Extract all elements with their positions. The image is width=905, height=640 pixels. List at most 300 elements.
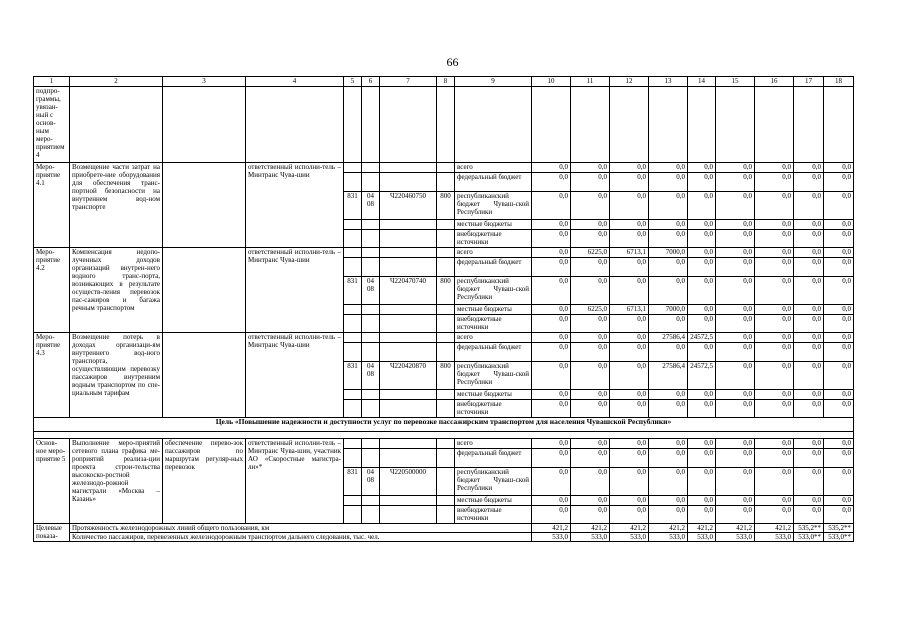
financing-row <box>34 163 854 173</box>
column-number: 17 <box>794 77 824 87</box>
indicator-value: 421,2 <box>688 524 716 533</box>
amount-cell: 0,0 <box>649 390 688 400</box>
amount-cell: 0,0 <box>649 315 688 333</box>
empty-code-cell <box>344 506 362 524</box>
column-number: 9 <box>455 77 532 87</box>
amount-cell: 0,0 <box>610 220 649 230</box>
empty-code-cell <box>437 390 455 400</box>
amount-cell: 0,0 <box>824 277 854 305</box>
amount-cell: 0,0 <box>716 439 755 449</box>
event-name: Выполнение меро-приятий сетевого плана графика ме-роприятий реализа-ции проекта строи-тельства высокоско-ростной железнодо-рожной магистрали «Москва – Казань» <box>70 439 163 524</box>
target-article-code: Ч220500000 <box>380 468 437 496</box>
amount-cell: 0,0 <box>755 220 794 230</box>
column-number: 8 <box>437 77 455 87</box>
empty-code-cell <box>437 496 455 506</box>
empty-code-cell <box>344 173 362 192</box>
financing-source: федеральный бюджет <box>455 258 532 277</box>
amount-cell: 0,0 <box>649 220 688 230</box>
indicator-value: 533,0** <box>824 533 854 542</box>
financing-source: внебюджетные источники <box>455 315 532 333</box>
amount-cell: 0,0 <box>571 220 610 230</box>
section-code: 04 08 <box>362 192 380 220</box>
amount-cell: 0,0 <box>824 468 854 496</box>
amount-cell: 0,0 <box>571 400 610 418</box>
amount-cell: 0,0 <box>649 163 688 173</box>
empty-code-cell <box>437 449 455 468</box>
amount-cell: 0,0 <box>532 192 571 220</box>
column-number: 3 <box>163 77 246 87</box>
amount-cell: 0,0 <box>824 192 854 220</box>
empty-code-cell <box>380 496 437 506</box>
empty-code-cell <box>380 230 437 248</box>
empty-code-cell <box>344 400 362 418</box>
amount-cell: 0,0 <box>794 343 824 362</box>
empty-code-cell <box>437 220 455 230</box>
amount-cell: 0,0 <box>755 390 794 400</box>
grbs-code: 831 <box>344 277 362 305</box>
amount-cell: 0,0 <box>755 362 794 390</box>
financing-source: внебюджетные источники <box>455 400 532 418</box>
amount-cell: 0,0 <box>794 496 824 506</box>
amount-cell: 0,0 <box>532 277 571 305</box>
amount-cell: 0,0 <box>532 315 571 333</box>
amount-cell: 0,0 <box>794 248 824 258</box>
indicator-value: 421,2 <box>755 524 794 533</box>
amount-cell: 0,0 <box>755 248 794 258</box>
amount-cell: 0,0 <box>610 258 649 277</box>
expense-type-code: 800 <box>437 362 455 390</box>
empty-code-cell <box>380 305 437 315</box>
empty-code-cell <box>362 258 380 277</box>
amount-cell: 0,0 <box>794 192 824 220</box>
amount-cell: 0,0 <box>532 400 571 418</box>
event-name: Компенсация недопо-лученных доходов организаций внутрен-него водного транс-порта, возникающих в результате осуществ-ления перевозок пас-сажиров и багажа речным транспортом <box>70 248 163 333</box>
event-executor: ответственный исполни-тель – Минтранс Чува-шии <box>246 163 344 248</box>
amount-cell: 0,0 <box>649 277 688 305</box>
empty-code-cell <box>437 163 455 173</box>
amount-cell: 0,0 <box>755 333 794 343</box>
amount-cell: 0,0 <box>649 439 688 449</box>
empty-code-cell <box>437 343 455 362</box>
column-number: 15 <box>716 77 755 87</box>
amount-cell: 0,0 <box>824 230 854 248</box>
empty-code-cell <box>380 163 437 173</box>
goal-title: Цель «Повышение надежности и доступности услуг по перевозке пассажирским транспортом для населения Чувашской Республики» <box>34 418 854 432</box>
event-name: Возмещение потерь в доходах организаци-ям внутреннего вод-ного транспорта, осуществляющим перевозку пассажиров внутренним водным транспортом по спе-циальным тарифам <box>70 333 163 418</box>
column-number: 2 <box>70 77 163 87</box>
amount-cell: 0,0 <box>610 449 649 468</box>
target-indicator-row <box>34 524 854 533</box>
amount-cell: 0,0 <box>571 277 610 305</box>
amount-cell: 0,0 <box>649 192 688 220</box>
amount-cell: 0,0 <box>824 496 854 506</box>
amount-cell: 0,0 <box>716 506 755 524</box>
column-number: 7 <box>380 77 437 87</box>
amount-cell: 0,0 <box>532 230 571 248</box>
amount-cell: 0,0 <box>716 333 755 343</box>
amount-cell: 0,0 <box>571 449 610 468</box>
indicator-value: 533,0 <box>688 533 716 542</box>
amount-cell: 0,0 <box>532 390 571 400</box>
empty-code-cell <box>362 163 380 173</box>
targets-label: Целевые показа- <box>34 524 70 542</box>
amount-cell: 0,0 <box>824 248 854 258</box>
amount-cell: 0,0 <box>610 173 649 192</box>
indicator-value: 535,2** <box>794 524 824 533</box>
amount-cell: 0,0 <box>649 449 688 468</box>
amount-cell: 0,0 <box>824 173 854 192</box>
amount-cell: 0,0 <box>794 163 824 173</box>
amount-cell: 0,0 <box>716 343 755 362</box>
amount-cell: 0,0 <box>688 230 716 248</box>
amount-cell: 0,0 <box>755 315 794 333</box>
amount-cell: 24572,5 <box>688 333 716 343</box>
amount-cell: 0,0 <box>610 439 649 449</box>
column-number: 14 <box>688 77 716 87</box>
empty-code-cell <box>362 333 380 343</box>
amount-cell: 7000,0 <box>649 248 688 258</box>
amount-cell: 0,0 <box>649 468 688 496</box>
amount-cell: 0,0 <box>532 343 571 362</box>
column-number: 13 <box>649 77 688 87</box>
amount-cell: 0,0 <box>688 258 716 277</box>
amount-cell: 0,0 <box>688 305 716 315</box>
amount-cell: 0,0 <box>794 315 824 333</box>
financing-source: федеральный бюджет <box>455 449 532 468</box>
amount-cell: 0,0 <box>716 230 755 248</box>
amount-cell: 0,0 <box>532 173 571 192</box>
amount-cell: 0,0 <box>824 220 854 230</box>
empty-code-cell <box>344 163 362 173</box>
financing-source: федеральный бюджет <box>455 343 532 362</box>
amount-cell: 0,0 <box>824 449 854 468</box>
amount-cell: 0,0 <box>794 173 824 192</box>
empty-code-cell <box>362 343 380 362</box>
amount-cell: 0,0 <box>571 315 610 333</box>
amount-cell: 0,0 <box>571 468 610 496</box>
amount-cell: 0,0 <box>649 400 688 418</box>
financing-source: всего <box>455 163 532 173</box>
amount-cell: 0,0 <box>794 439 824 449</box>
empty-code-cell <box>380 390 437 400</box>
empty-code-cell <box>362 220 380 230</box>
amount-cell: 0,0 <box>755 400 794 418</box>
amount-cell: 0,0 <box>794 258 824 277</box>
empty-code-cell <box>380 248 437 258</box>
empty-code-cell <box>380 173 437 192</box>
amount-cell: 0,0 <box>688 449 716 468</box>
column-number: 1 <box>34 77 70 87</box>
amount-cell: 0,0 <box>688 400 716 418</box>
amount-cell: 0,0 <box>716 449 755 468</box>
amount-cell: 0,0 <box>755 258 794 277</box>
indicator-value: 421,2 <box>532 524 571 533</box>
amount-cell: 0,0 <box>532 362 571 390</box>
amount-cell: 0,0 <box>716 277 755 305</box>
financing-source: местные бюджеты <box>455 496 532 506</box>
column-number: 18 <box>824 77 854 87</box>
empty-code-cell <box>344 449 362 468</box>
empty-code-cell <box>380 333 437 343</box>
amount-cell: 0,0 <box>794 220 824 230</box>
empty-code-cell <box>362 173 380 192</box>
amount-cell: 7000,0 <box>649 305 688 315</box>
empty-code-cell <box>344 248 362 258</box>
event-result <box>163 163 246 248</box>
financing-source: республиканский бюджет Чуваш-ской Республики <box>455 362 532 390</box>
financing-source: республиканский бюджет Чуваш-ской Республики <box>455 468 532 496</box>
empty-code-cell <box>437 173 455 192</box>
amount-cell: 0,0 <box>649 506 688 524</box>
indicator-value: 533,0 <box>571 533 610 542</box>
empty-code-cell <box>362 315 380 333</box>
amount-cell: 0,0 <box>649 343 688 362</box>
amount-cell: 0,0 <box>571 390 610 400</box>
amount-cell: 0,0 <box>824 400 854 418</box>
amount-cell: 0,0 <box>716 362 755 390</box>
amount-cell: 0,0 <box>794 449 824 468</box>
amount-cell: 0,0 <box>688 439 716 449</box>
financing-source: местные бюджеты <box>455 220 532 230</box>
financing-source: всего <box>455 439 532 449</box>
amount-cell: 27586,4 <box>649 362 688 390</box>
amount-cell: 6713,1 <box>610 248 649 258</box>
amount-cell: 0,0 <box>571 343 610 362</box>
event-label: Основ-ное меро-приятие 5 <box>34 439 70 524</box>
amount-cell: 0,0 <box>716 258 755 277</box>
amount-cell: 0,0 <box>824 333 854 343</box>
amount-cell: 0,0 <box>688 343 716 362</box>
empty-code-cell <box>437 400 455 418</box>
amount-cell: 24572,5 <box>688 362 716 390</box>
financing-source: федеральный бюджет <box>455 173 532 192</box>
amount-cell: 0,0 <box>716 390 755 400</box>
event-result <box>163 248 246 333</box>
amount-cell: 0,0 <box>794 468 824 496</box>
amount-cell: 0,0 <box>610 315 649 333</box>
empty-code-cell <box>437 305 455 315</box>
amount-cell: 0,0 <box>649 173 688 192</box>
indicator-value: 533,0 <box>716 533 755 542</box>
amount-cell: 0,0 <box>610 230 649 248</box>
amount-cell: 0,0 <box>571 192 610 220</box>
financing-source: всего <box>455 333 532 343</box>
amount-cell: 0,0 <box>649 258 688 277</box>
column-number: 5 <box>344 77 362 87</box>
amount-cell: 0,0 <box>532 220 571 230</box>
target-article-code: Ч220470740 <box>380 277 437 305</box>
indicator-value: 533,0 <box>649 533 688 542</box>
amount-cell: 0,0 <box>716 305 755 315</box>
column-number: 4 <box>246 77 344 87</box>
empty-code-cell <box>437 230 455 248</box>
amount-cell: 6225,0 <box>571 248 610 258</box>
amount-cell: 0,0 <box>532 506 571 524</box>
amount-cell: 0,0 <box>571 506 610 524</box>
amount-cell: 0,0 <box>755 230 794 248</box>
amount-cell: 0,0 <box>571 173 610 192</box>
empty-code-cell <box>344 333 362 343</box>
amount-cell: 0,0 <box>571 362 610 390</box>
column-number: 16 <box>755 77 794 87</box>
amount-cell: 0,0 <box>794 230 824 248</box>
amount-cell: 0,0 <box>755 173 794 192</box>
empty-code-cell <box>344 496 362 506</box>
target-article-code: Ч220460750 <box>380 192 437 220</box>
amount-cell: 0,0 <box>610 277 649 305</box>
amount-cell: 0,0 <box>755 496 794 506</box>
amount-cell: 0,0 <box>688 163 716 173</box>
amount-cell: 0,0 <box>649 230 688 248</box>
amount-cell: 0,0 <box>649 496 688 506</box>
amount-cell: 0,0 <box>824 258 854 277</box>
empty-code-cell <box>437 315 455 333</box>
financing-source: внебюджетные источники <box>455 506 532 524</box>
amount-cell: 0,0 <box>794 400 824 418</box>
empty-code-cell <box>380 220 437 230</box>
amount-cell: 0,0 <box>571 496 610 506</box>
empty-code-cell <box>380 343 437 362</box>
indicator-name: Количество пассажиров, перевезенных железнодорожным транспортом дальнего следования, тыс. чел. <box>70 533 532 542</box>
amount-cell: 6225,0 <box>571 305 610 315</box>
section-code: 04 08 <box>362 468 380 496</box>
amount-cell: 0,0 <box>610 343 649 362</box>
continuation-label: подпро-граммы, увязан-ный с основ-ным меро-приятием 4 <box>34 87 70 163</box>
indicator-value: 535,2** <box>824 524 854 533</box>
empty-code-cell <box>362 390 380 400</box>
empty-code-cell <box>344 220 362 230</box>
empty-code-cell <box>344 390 362 400</box>
amount-cell: 0,0 <box>824 390 854 400</box>
empty-code-cell <box>362 449 380 468</box>
empty-code-cell <box>437 439 455 449</box>
empty-code-cell <box>380 315 437 333</box>
continuation-row <box>34 87 854 163</box>
column-number: 12 <box>610 77 649 87</box>
indicator-value: 421,2 <box>571 524 610 533</box>
event-label: Меро-приятие 4.3 <box>34 333 70 418</box>
amount-cell: 0,0 <box>824 315 854 333</box>
amount-cell: 0,0 <box>571 333 610 343</box>
amount-cell: 0,0 <box>688 192 716 220</box>
amount-cell: 0,0 <box>755 449 794 468</box>
amount-cell: 6713,1 <box>610 305 649 315</box>
empty-code-cell <box>437 333 455 343</box>
financing-row <box>34 439 854 449</box>
amount-cell: 0,0 <box>532 449 571 468</box>
expense-type-code: 800 <box>437 192 455 220</box>
amount-cell: 0,0 <box>532 468 571 496</box>
amount-cell: 0,0 <box>716 220 755 230</box>
amount-cell: 0,0 <box>794 277 824 305</box>
amount-cell: 0,0 <box>755 439 794 449</box>
amount-cell: 0,0 <box>610 333 649 343</box>
amount-cell: 0,0 <box>755 305 794 315</box>
amount-cell: 0,0 <box>716 496 755 506</box>
amount-cell: 0,0 <box>688 390 716 400</box>
amount-cell: 0,0 <box>794 305 824 315</box>
amount-cell: 0,0 <box>794 362 824 390</box>
amount-cell: 0,0 <box>571 230 610 248</box>
amount-cell: 27586,4 <box>649 333 688 343</box>
amount-cell: 0,0 <box>688 173 716 192</box>
indicator-name: Протяженность железнодорожных линий общего пользования, км <box>70 524 532 533</box>
grbs-code: 831 <box>344 192 362 220</box>
amount-cell: 0,0 <box>755 163 794 173</box>
amount-cell: 0,0 <box>755 506 794 524</box>
financing-source: внебюджетные источники <box>455 230 532 248</box>
event-label: Меро-приятие 4.2 <box>34 248 70 333</box>
financing-row <box>34 333 854 343</box>
target-indicator-row <box>34 533 854 542</box>
amount-cell: 0,0 <box>532 258 571 277</box>
empty-code-cell <box>344 439 362 449</box>
amount-cell: 0,0 <box>824 163 854 173</box>
empty-code-cell <box>362 230 380 248</box>
amount-cell: 0,0 <box>532 248 571 258</box>
indicator-value: 421,2 <box>716 524 755 533</box>
expense-type-code <box>437 468 455 496</box>
amount-cell: 0,0 <box>688 220 716 230</box>
amount-cell: 0,0 <box>716 163 755 173</box>
grbs-code: 831 <box>344 468 362 496</box>
amount-cell: 0,0 <box>794 506 824 524</box>
amount-cell: 0,0 <box>755 277 794 305</box>
empty-code-cell <box>380 506 437 524</box>
event-result <box>163 333 246 418</box>
amount-cell: 0,0 <box>716 192 755 220</box>
column-number: 11 <box>571 77 610 87</box>
amount-cell: 0,0 <box>688 315 716 333</box>
empty-code-cell <box>344 343 362 362</box>
amount-cell: 0,0 <box>688 468 716 496</box>
empty-code-cell <box>344 315 362 333</box>
amount-cell: 0,0 <box>824 506 854 524</box>
amount-cell: 0,0 <box>824 305 854 315</box>
amount-cell: 0,0 <box>716 400 755 418</box>
financing-row <box>34 248 854 258</box>
amount-cell: 0,0 <box>610 506 649 524</box>
financing-source: всего <box>455 248 532 258</box>
amount-cell: 0,0 <box>610 496 649 506</box>
empty-code-cell <box>344 305 362 315</box>
empty-code-cell <box>380 400 437 418</box>
amount-cell: 0,0 <box>824 439 854 449</box>
amount-cell: 0,0 <box>716 248 755 258</box>
section-code: 04 08 <box>362 362 380 390</box>
empty-code-cell <box>437 506 455 524</box>
amount-cell: 0,0 <box>532 439 571 449</box>
indicator-value: 421,2 <box>649 524 688 533</box>
amount-cell: 0,0 <box>610 362 649 390</box>
financing-source: республиканский бюджет Чуваш-ской Республики <box>455 192 532 220</box>
target-article-code: Ч220420870 <box>380 362 437 390</box>
spacer-row <box>34 432 854 439</box>
amount-cell: 0,0 <box>610 468 649 496</box>
financing-source: республиканский бюджет Чуваш-ской Республики <box>455 277 532 305</box>
goal-row <box>34 418 854 432</box>
column-number: 10 <box>532 77 571 87</box>
empty-code-cell <box>344 230 362 248</box>
amount-cell: 0,0 <box>571 163 610 173</box>
event-executor: ответственный исполни-тель – Минтранс Чува-шии <box>246 248 344 333</box>
empty-code-cell <box>362 439 380 449</box>
amount-cell: 0,0 <box>610 390 649 400</box>
amount-cell: 0,0 <box>716 468 755 496</box>
amount-cell: 0,0 <box>688 248 716 258</box>
amount-cell: 0,0 <box>755 343 794 362</box>
amount-cell: 0,0 <box>824 362 854 390</box>
